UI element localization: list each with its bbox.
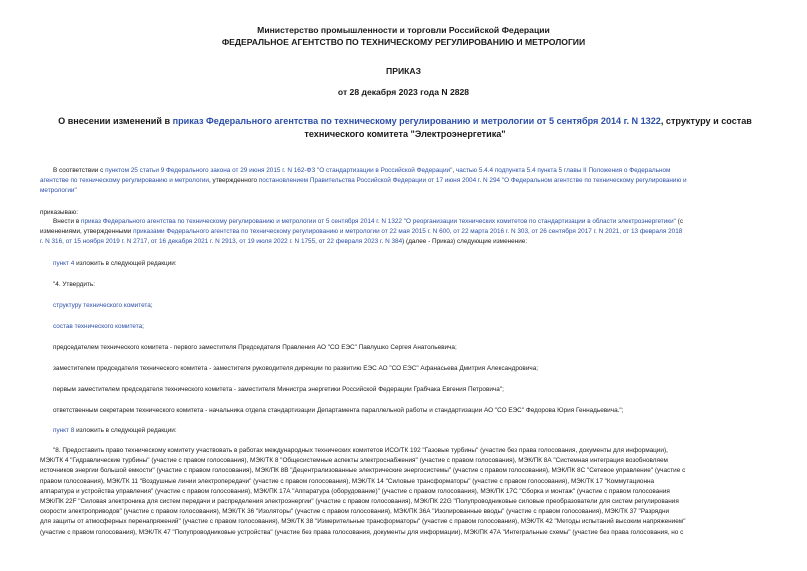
amending-orders-link[interactable]: приказами Федерального агентства по техническому регулированию и метрологии от 22 мая 2015 г. N 600, от 22 марта 2016 г. N 303, от 26 сентября 2017 г. N 2021, от 13 февраля 2018	[133, 228, 683, 236]
preamble-paragraph	[40, 166, 687, 197]
instruction-text: изложить в следующей редакции:	[74, 260, 177, 267]
law-link[interactable]: пунктом 25 статьи 9 Федерального закона от 29 июня 2015 г. N 162-ФЗ "О стандартизации в Российской Федерации"	[105, 167, 453, 174]
item-text: изменениями, утвержденными	[40, 228, 134, 236]
document-type: ПРИКАЗ	[386, 66, 421, 76]
paragraph-4-link[interactable]: пункт 4	[53, 260, 75, 267]
item-8-line: источников энергии большой емкости" (участие с правом голосования), МЭК/ПК 8В "Децентрализованные электрические энергосистемы" (участие с правом голосования), МЭК/ПК 8С "Сетевое управление" (участие с	[40, 467, 686, 475]
item-text: Внести в	[53, 218, 81, 225]
document-title	[40, 115, 770, 140]
paragraph-8-link[interactable]: пункт 8	[53, 427, 75, 434]
composition-link[interactable]: состав технического комитета	[53, 323, 143, 330]
amending-orders-link-cont[interactable]: г. N 316, от 15 ноября 2019 г. N 2717, от 16 декабря 2021 г. N 2913, от 19 июля 2022 г. N 1755, от 22 февраля 2023 г. N 384	[40, 238, 403, 246]
structure-link[interactable]: структуру технического комитета	[53, 302, 151, 309]
government-decree-link[interactable]: постановлением Правительства Российской Федерации от 17 июня 2004 г. N 294 "О Федеральном агентстве по техническому регулированию и	[258, 177, 687, 185]
item-text: ) (далее - Приказ) следующие изменение:	[402, 238, 528, 246]
instruction-text: изложить в следующей редакции:	[74, 427, 177, 434]
structure-line	[53, 301, 153, 311]
order-1322-link[interactable]: приказ Федерального агентства по техническому регулированию и метрологии от 5 сентября 2014 г. N 1322 "О реорганизации технических комитетов по стандартизации в области электроэнергетики"	[80, 218, 676, 225]
title-prefix: О внесении изменений в	[58, 116, 173, 126]
paragraph-4-instruction	[53, 259, 177, 269]
item-8-line: для защиты от атмосферных перенапряжений" (участие с правом голосования), МЭК/ТК 38 "Измерительные трансформаторы" (участие с правом голосования), МЭК/ТК 42 "Методы испытаний высоким напряжением"	[40, 518, 686, 526]
approve-line: "4. Утвердить:	[53, 281, 95, 288]
item-8-line: МЭК/ПК 22F "Силовая электроника для систем передачи и распределения электроэнергии" (участие с правом голосования), МЭК/ПК 22G "Полупроводниковые силовые преобразователи для систем регулирования	[40, 498, 679, 506]
item-8-line: (участие с правом голосования), МЭК/ТК 47 "Полупроводниковые устройства" (участие без права голосования, документы для информации), МЭК/ПК 47А "Интегральные схемы" (участие без права голосования, но с	[40, 528, 684, 536]
regulation-link[interactable]: частью 5.4.4 подпункта 5.4 пункта 5 главы II Положения о Федеральном	[455, 167, 671, 174]
agency-name: ФЕДЕРАЛЬНОЕ АГЕНТСТВО ПО ТЕХНИЧЕСКОМУ РЕГУЛИРОВАНИЮ И МЕТРОЛОГИИ	[221, 37, 586, 47]
title-suffix: , структуру и состав	[660, 116, 752, 126]
item-8-line: правом голосования), МЭК/ТК 11 "Воздушные линии электропередачи" (участие с правом голосования), МЭК/ТК 14 "Силовые трансформаторы" (участие с правом голосования), МЭК/ТК 17 "Коммутационна	[40, 477, 655, 485]
paragraph-8-instruction	[53, 426, 177, 436]
first-deputy-line: первым заместителем председателя технического комитета - заместителя Министра энергетики Российской Федерации Грабчака Евгения Петровича";	[53, 386, 504, 393]
ministry-name: Министерство промышленности и торговли Российской Федерации	[257, 25, 550, 35]
regulation-link-cont[interactable]: агентстве по техническому регулированию и метрологии	[40, 177, 209, 185]
chairman-line: председателем технического комитета - первого заместителя Председателя Правления АО "СО ЕЭС" Павлушко Сергея Анатольевича;	[53, 344, 457, 351]
composition-punct: ;	[142, 323, 144, 330]
structure-punct: ;	[150, 302, 153, 309]
item-8-line: "8. Предоставить право техническому комитету участвовать в работах международных технических комитетов ИСО/ТК 192 "Газовые турбины" (участие без права голосования, документы для информации),	[53, 447, 668, 454]
government-decree-link-cont[interactable]: метрологии"	[40, 187, 77, 195]
item-8-paragraph	[40, 446, 807, 538]
secretary-line: ответственным секретарем технического комитета - начальника отдела стандартизации Департамента параллельной работы и стандартизации АО "СО ЕЭС" Федорова Юрия Геннадьевича.";	[53, 407, 624, 414]
title-order-link[interactable]: приказ Федерального агентства по техническому регулированию и метрологии от 5 сентября 2014 г. N 1322	[172, 116, 661, 126]
preamble-text: , утвержденного	[209, 177, 259, 185]
order-word: приказываю:	[40, 209, 78, 216]
item-text: (с	[675, 218, 684, 225]
deputy-line: заместителем председателя технического комитета - заместителя руководителя дирекции по развитию ЕЭС АО "СО ЕЭС" Афанасьева Дмитрия Александровича;	[53, 365, 539, 372]
item-8-line: МЭК/ТК 4 "Гидравлические турбины" (участие с правом голосования), МЭК/ТК 8 "Общесистемные аспекты электроснабжения" (участие с правом голосования), МЭК/ПК 8А "Системная интеграция возобновляем	[40, 457, 668, 465]
preamble-text: В соответствии с	[53, 167, 106, 174]
composition-line	[53, 322, 144, 332]
item-8-line: скорости электроприводов" (участие с правом голосования), МЭК/ТК 36 "Изоляторы" (участие с правом голосования), МЭК/ПК 36А "Изолированные вводы" (участие с правом голосования), МЭК/ТК 37 "Разрядни	[40, 508, 670, 516]
item-1-paragraph	[40, 217, 683, 248]
document-date: от 28 декабря 2023 года N 2828	[337, 87, 470, 97]
title-line-2: технического комитета "Электроэнергетика"	[304, 128, 506, 139]
item-8-line: аппаратура и устройства управления" (участие с правом голосования), МЭК/ПК 17А "Аппаратура (оборудование)" (участие с правом голосования), МЭК/ПК 17С "Сборка и монтаж" (участие с правом голосования	[40, 487, 670, 495]
preamble-text: ,	[452, 167, 456, 174]
